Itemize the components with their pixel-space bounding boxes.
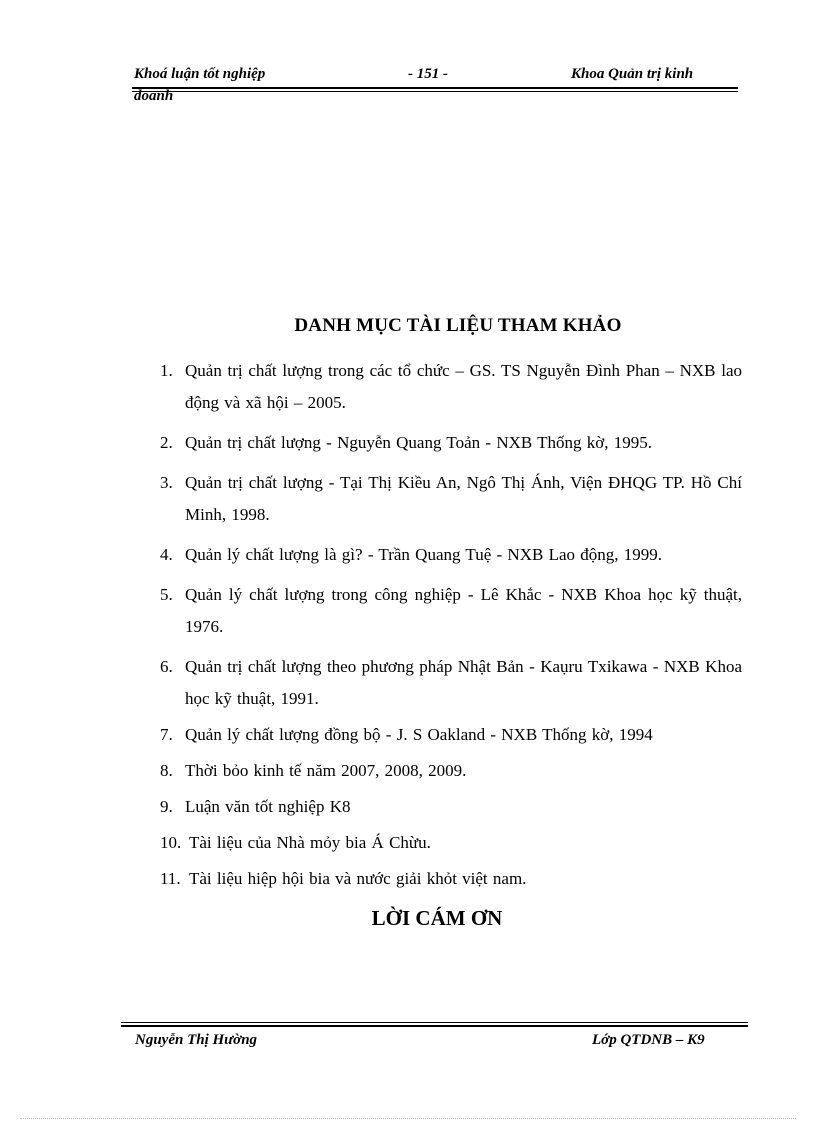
reference-number: 2. <box>160 433 173 452</box>
reference-number: 9. <box>160 797 173 816</box>
reference-item <box>157 651 742 715</box>
reference-item <box>157 539 742 571</box>
reference-item <box>157 719 742 751</box>
header-page-number: - 151 - <box>408 66 448 82</box>
reference-number: 11. <box>160 869 181 888</box>
reference-number: 6. <box>160 657 173 676</box>
reference-item <box>157 755 742 787</box>
reference-text: Quản trị chất lượng theo phương pháp Nhật Bản - Kaụru Txikawa - NXB Khoa học kỹ thuật, 1991. <box>185 657 742 708</box>
reference-number: 3. <box>160 473 173 492</box>
reference-text: Tài liệu hiệp hội bia và nước giải khỏt việt nam. <box>189 869 527 888</box>
reference-item <box>157 791 742 823</box>
reference-list <box>157 355 742 895</box>
reference-text: Quản lý chất lượng đồng bộ - J. S Oakland - NXB Thống kờ, 1994 <box>185 725 653 744</box>
page-bottom-dotted-border <box>20 1118 796 1119</box>
reference-item <box>157 827 742 859</box>
reference-text: Luận văn tốt nghiệp K8 <box>185 797 351 816</box>
header-left-line2: doanh <box>134 88 174 104</box>
reference-item <box>157 467 742 531</box>
header-right: Khoa Quản trị kinh <box>571 66 694 82</box>
reference-text: Quản trị chất lượng trong các tổ chức – GS. TS Nguyễn Đình Phan – NXB lao động và xã hội – 2005. <box>185 361 742 412</box>
reference-number: 8. <box>160 761 173 780</box>
reference-number: 1. <box>160 361 173 380</box>
reference-item <box>157 355 742 419</box>
reference-text: Quản lý chất lượng trong công nghiệp - Lê Khắc - NXB Khoa học kỹ thuật, 1976. <box>185 585 742 636</box>
footer-rule-thick <box>121 1025 748 1027</box>
reference-text: Tài liệu của Nhà mỏy bia Á Chừu. <box>189 833 431 852</box>
header-rule-thick <box>132 87 738 89</box>
footer-class: Lớp QTDNB – K9 <box>592 1032 705 1048</box>
reference-text: Quản trị chất lượng - Nguyễn Quang Toản - NXB Thống kờ, 1995. <box>185 433 653 452</box>
reference-item <box>157 427 742 459</box>
reference-item <box>157 863 742 895</box>
page-title: DANH MỤC TÀI LIỆU THAM KHẢO <box>294 315 622 336</box>
reference-item <box>157 579 742 643</box>
reference-number: 10. <box>160 833 182 852</box>
footer-rule-thin <box>121 1022 748 1023</box>
reference-text: Thời bỏo kinh tế năm 2007, 2008, 2009. <box>185 761 467 780</box>
header-rule-thin <box>132 91 738 92</box>
reference-text: Quản trị chất lượng - Tại Thị Kiều An, Ngô Thị Ánh, Viện ĐHQG TP. Hồ Chí Minh, 1998. <box>185 473 742 524</box>
footer-author: Nguyễn Thị Hường <box>135 1032 258 1048</box>
reference-text: Quản lý chất lượng là gì? - Trần Quang Tuệ - NXB Lao động, 1999. <box>185 545 663 564</box>
reference-number: 5. <box>160 585 173 604</box>
reference-number: 4. <box>160 545 173 564</box>
thanks-heading: LỜI CÁM ƠN <box>371 906 503 930</box>
header-left-line1: Khoá luận tốt nghiệp <box>134 66 266 82</box>
reference-number: 7. <box>160 725 173 744</box>
